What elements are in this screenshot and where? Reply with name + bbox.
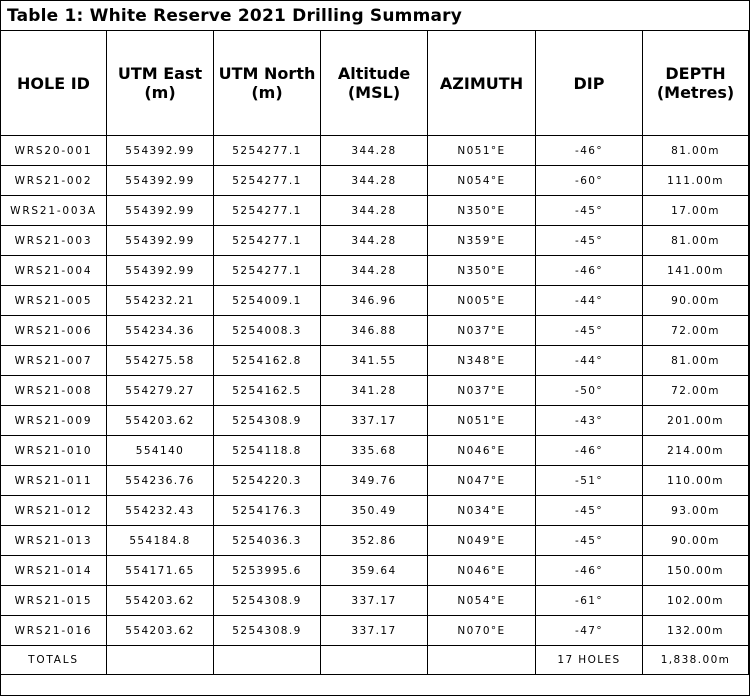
header-depth: DEPTH (Metres) xyxy=(643,31,749,136)
cell-azimuth: N350°E xyxy=(428,256,536,286)
header-altitude: Altitude (MSL) xyxy=(321,31,428,136)
cell-dip: -44° xyxy=(536,346,643,376)
cell-utm-east: 554234.36 xyxy=(107,316,214,346)
cell-azimuth: N348°E xyxy=(428,346,536,376)
totals-empty-azimuth xyxy=(428,646,536,675)
cell-altitude: 341.55 xyxy=(321,346,428,376)
cell-dip: -45° xyxy=(536,226,643,256)
cell-depth: 141.00m xyxy=(643,256,749,286)
cell-dip: -45° xyxy=(536,526,643,556)
table-row xyxy=(1,256,749,286)
cell-azimuth: N046°E xyxy=(428,556,536,586)
cell-dip: -46° xyxy=(536,556,643,586)
cell-altitude: 341.28 xyxy=(321,376,428,406)
cell-depth: 81.00m xyxy=(643,136,749,166)
cell-azimuth: N359°E xyxy=(428,226,536,256)
cell-dip: -46° xyxy=(536,136,643,166)
table-row xyxy=(1,136,749,166)
cell-depth: 110.00m xyxy=(643,466,749,496)
table-row xyxy=(1,616,749,646)
cell-utm-north: 5253995.6 xyxy=(214,556,321,586)
cell-utm-east: 554392.99 xyxy=(107,226,214,256)
cell-depth: 72.00m xyxy=(643,376,749,406)
cell-utm-north: 5254277.1 xyxy=(214,226,321,256)
cell-dip: -43° xyxy=(536,406,643,436)
cell-azimuth: N350°E xyxy=(428,196,536,226)
cell-depth: 90.00m xyxy=(643,526,749,556)
cell-hole-id: WRS21-013 xyxy=(1,526,107,556)
totals-empty-altitude xyxy=(321,646,428,675)
cell-altitude: 337.17 xyxy=(321,406,428,436)
cell-hole-id: WRS21-006 xyxy=(1,316,107,346)
cell-depth: 214.00m xyxy=(643,436,749,466)
cell-hole-id: WRS21-016 xyxy=(1,616,107,646)
cell-utm-north: 5254162.5 xyxy=(214,376,321,406)
totals-empty-north xyxy=(214,646,321,675)
cell-dip: -45° xyxy=(536,196,643,226)
cell-altitude: 350.49 xyxy=(321,496,428,526)
cell-altitude: 344.28 xyxy=(321,256,428,286)
cell-dip: -50° xyxy=(536,376,643,406)
cell-altitude: 335.68 xyxy=(321,436,428,466)
cell-depth: 72.00m xyxy=(643,316,749,346)
cell-utm-north: 5254277.1 xyxy=(214,256,321,286)
cell-utm-east: 554171.65 xyxy=(107,556,214,586)
cell-hole-id: WRS21-009 xyxy=(1,406,107,436)
cell-hole-id: WRS21-014 xyxy=(1,556,107,586)
cell-dip: -60° xyxy=(536,166,643,196)
table-row xyxy=(1,166,749,196)
cell-altitude: 344.28 xyxy=(321,226,428,256)
totals-holes: 17 HOLES xyxy=(536,646,643,675)
cell-depth: 17.00m xyxy=(643,196,749,226)
totals-label: TOTALS xyxy=(1,646,107,675)
cell-utm-north: 5254176.3 xyxy=(214,496,321,526)
cell-dip: -44° xyxy=(536,286,643,316)
cell-altitude: 352.86 xyxy=(321,526,428,556)
cell-depth: 81.00m xyxy=(643,226,749,256)
cell-utm-east: 554275.58 xyxy=(107,346,214,376)
cell-utm-north: 5254277.1 xyxy=(214,136,321,166)
cell-utm-north: 5254162.8 xyxy=(214,346,321,376)
cell-azimuth: N047°E xyxy=(428,466,536,496)
cell-utm-north: 5254009.1 xyxy=(214,286,321,316)
cell-altitude: 346.88 xyxy=(321,316,428,346)
cell-utm-north: 5254220.3 xyxy=(214,466,321,496)
cell-altitude: 344.28 xyxy=(321,166,428,196)
cell-hole-id: WRS20-001 xyxy=(1,136,107,166)
cell-depth: 81.00m xyxy=(643,346,749,376)
cell-dip: -47° xyxy=(536,616,643,646)
cell-altitude: 359.64 xyxy=(321,556,428,586)
cell-utm-north: 5254277.1 xyxy=(214,166,321,196)
cell-utm-east: 554392.99 xyxy=(107,166,214,196)
cell-azimuth: N037°E xyxy=(428,376,536,406)
cell-dip: -46° xyxy=(536,436,643,466)
header-hole-id: HOLE ID xyxy=(1,31,107,136)
table-title: Table 1: White Reserve 2021 Drilling Summary xyxy=(1,1,749,31)
totals-row xyxy=(1,646,749,675)
cell-depth: 93.00m xyxy=(643,496,749,526)
cell-hole-id: WRS21-012 xyxy=(1,496,107,526)
header-utm-north: UTM North (m) xyxy=(214,31,321,136)
cell-hole-id: WRS21-008 xyxy=(1,376,107,406)
table-row xyxy=(1,286,749,316)
cell-altitude: 337.17 xyxy=(321,616,428,646)
cell-altitude: 349.76 xyxy=(321,466,428,496)
cell-utm-north: 5254308.9 xyxy=(214,406,321,436)
cell-utm-north: 5254308.9 xyxy=(214,616,321,646)
cell-azimuth: N051°E xyxy=(428,406,536,436)
header-utm-east: UTM East (m) xyxy=(107,31,214,136)
cell-utm-east: 554392.99 xyxy=(107,136,214,166)
table-row xyxy=(1,406,749,436)
cell-dip: -46° xyxy=(536,256,643,286)
header-azimuth: AZIMUTH xyxy=(428,31,536,136)
cell-utm-east: 554203.62 xyxy=(107,616,214,646)
cell-utm-north: 5254308.9 xyxy=(214,586,321,616)
cell-utm-east: 554232.43 xyxy=(107,496,214,526)
cell-dip: -61° xyxy=(536,586,643,616)
cell-azimuth: N034°E xyxy=(428,496,536,526)
table-row xyxy=(1,436,749,466)
cell-utm-east: 554140 xyxy=(107,436,214,466)
cell-utm-east: 554236.76 xyxy=(107,466,214,496)
table-row xyxy=(1,466,749,496)
table-row xyxy=(1,556,749,586)
cell-hole-id: WRS21-005 xyxy=(1,286,107,316)
cell-utm-north: 5254008.3 xyxy=(214,316,321,346)
cell-hole-id: WRS21-004 xyxy=(1,256,107,286)
cell-utm-east: 554232.21 xyxy=(107,286,214,316)
cell-utm-east: 554203.62 xyxy=(107,586,214,616)
cell-azimuth: N070°E xyxy=(428,616,536,646)
cell-azimuth: N054°E xyxy=(428,586,536,616)
table-row xyxy=(1,316,749,346)
cell-utm-east: 554203.62 xyxy=(107,406,214,436)
cell-altitude: 337.17 xyxy=(321,586,428,616)
cell-utm-east: 554392.99 xyxy=(107,196,214,226)
totals-empty-east xyxy=(107,646,214,675)
cell-hole-id: WRS21-007 xyxy=(1,346,107,376)
table-row xyxy=(1,346,749,376)
cell-utm-east: 554184.8 xyxy=(107,526,214,556)
cell-utm-north: 5254036.3 xyxy=(214,526,321,556)
cell-altitude: 344.28 xyxy=(321,136,428,166)
header-dip: DIP xyxy=(536,31,643,136)
cell-hole-id: WRS21-015 xyxy=(1,586,107,616)
cell-hole-id: WRS21-003A xyxy=(1,196,107,226)
table-row xyxy=(1,526,749,556)
cell-azimuth: N051°E xyxy=(428,136,536,166)
cell-hole-id: WRS21-002 xyxy=(1,166,107,196)
cell-depth: 201.00m xyxy=(643,406,749,436)
cell-depth: 132.00m xyxy=(643,616,749,646)
drilling-summary-table xyxy=(0,30,749,675)
cell-utm-north: 5254277.1 xyxy=(214,196,321,226)
cell-dip: -51° xyxy=(536,466,643,496)
table-row xyxy=(1,376,749,406)
table-row xyxy=(1,496,749,526)
cell-depth: 111.00m xyxy=(643,166,749,196)
cell-altitude: 344.28 xyxy=(321,196,428,226)
cell-hole-id: WRS21-011 xyxy=(1,466,107,496)
cell-hole-id: WRS21-010 xyxy=(1,436,107,466)
cell-azimuth: N005°E xyxy=(428,286,536,316)
cell-azimuth: N046°E xyxy=(428,436,536,466)
cell-azimuth: N054°E xyxy=(428,166,536,196)
header-row xyxy=(1,31,749,136)
cell-dip: -45° xyxy=(536,316,643,346)
cell-dip: -45° xyxy=(536,496,643,526)
table-row xyxy=(1,196,749,226)
table-row xyxy=(1,226,749,256)
table-row xyxy=(1,586,749,616)
table-body xyxy=(1,136,749,646)
cell-depth: 150.00m xyxy=(643,556,749,586)
cell-depth: 90.00m xyxy=(643,286,749,316)
cell-azimuth: N049°E xyxy=(428,526,536,556)
cell-utm-east: 554279.27 xyxy=(107,376,214,406)
cell-depth: 102.00m xyxy=(643,586,749,616)
cell-altitude: 346.96 xyxy=(321,286,428,316)
cell-hole-id: WRS21-003 xyxy=(1,226,107,256)
cell-utm-east: 554392.99 xyxy=(107,256,214,286)
totals-depth: 1,838.00m xyxy=(643,646,749,675)
cell-utm-north: 5254118.8 xyxy=(214,436,321,466)
cell-azimuth: N037°E xyxy=(428,316,536,346)
